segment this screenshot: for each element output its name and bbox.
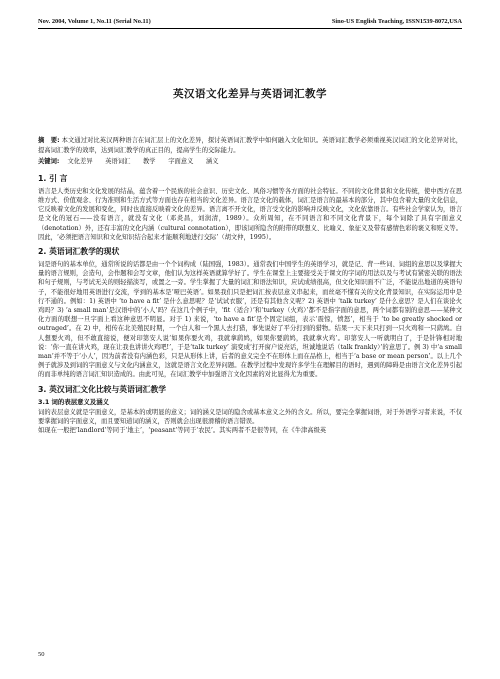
journal-name: Sino-US English Teaching, ISSN1539-8072,USA — [331, 18, 462, 25]
section-heading-intro: 1. 引 言 — [38, 173, 68, 183]
meaning-paragraph-1: 词的表层意义就是字面意义，是基本的或明显的意义；词的涵义是词的隐含或基本意义之外的含义。所以，要完全掌握词语，对于外语学习者来说，不仅要掌握词的字面意义，而且要知道词的涵义，否则就会出现很滑稽的语言错误。 — [38, 408, 462, 425]
article-body — [38, 136, 462, 435]
meaning-paragraph-2: 如现在一般把‘landlord’等同于‘地主’，‘peasant’等同于‘农民’。其实两者不是很等同，在《牛津高级英 — [38, 427, 327, 435]
article-title: 英汉语文化差异与英语词汇教学 — [173, 88, 327, 100]
keywords-text: 文化差异 英语词汇 教学 字面意义 涵义 — [67, 158, 219, 166]
abstract — [38, 136, 462, 155]
subsection-heading-meaning: 3.1 词的表层意义及涵义 — [38, 397, 110, 406]
journal-issue: Nov. 2004, Volume 1, No.11 (Serial No.11) — [38, 18, 151, 25]
abstract-text: 本文通过对比英汉两种语言在词汇层上的文化差异，探讨英语词汇教学中如何融入文化知识。英语词汇教学必须重视英汉词汇的文化差异对比，提高词汇教学的效率，达到词汇教学的真正目的，提高学生的交际能力。 — [38, 137, 462, 154]
keywords — [38, 157, 462, 167]
running-header — [38, 18, 462, 29]
status-paragraph: 词是语句的基本单位，通常所说的话都是由一个个词构成（陆国强，1983）。通常我们中国学生的英语学习，就是记、背一些词、词组的意思以及掌握大量的语言规则，会造句，会作题和会写文章，他们认为这样英语就算学好了。学生在课堂上主要接受关于课文的字词的用法以及与考试有紧密关联的语法和句子规则，与考试无关的则轻描淡写，或置之一旁。学生掌握了大量的词汇和语法知识，应试成绩很高，但文化知识面不广泛，不能说出地道的英语句子，不能很好地用英语进行交流，学到的基本是‘哑巴英语’。如果我们只是把词汇按表层意义串起来，而丝毫不懂有关的文化背景知识，在实际运用中是行不通的。例如：1) 英语中 ‘to have a fit’ 是什么意思呢？是‘试试衣服’，还是有其他含义呢？2) 英语中 ‘talk turkey’ 是什么意思？是人们在谈论火鸡吗？3) ‘a small man’是汉语中的‘小人’吗？在这几个例子中，‘fit（适合）’和‘turkey（火鸡）’都不是指字面的意思，两个词都有别的意思——某种文化方面的联想一旦字面上看这种意思不明显。对于 1) 来说，‘to have a fit’是个固定词组，表示‘震惊，愤怒’，相当于 ‘to be greatly shocked or outraged’。在 2) 中，相传在北美殖民时期，一个白人和一个黑人去打猎，事先说好了平分打到的猎物。结果一天下来只打到一只火鸡和一只鹞鸠。白人想要火鸡，但不敢直接说，便对印第安人说‘如果你要火鸡，我就拿鹞鸠，如果你要鹞鸠，我就拿火鸡’。印第安人一听就明白了，于是针锋相对地说：‘你一直在讲火鸡，现在让我也讲讲火鸡吧!’，于是‘talk turkey’ 演变成‘打开窗户说亮话，坦诚地说话（talk frankly）’的意思了。例 3) 中‘a small man’并不等于‘小人’，因为前者没有内涵色彩，只是从形体上讲，后者的意义完全不在形体上而在品格上，相当于‘a base or mean person’。以上几个例子就涉及到词的字面意义与文化内涵意义，这就是语言文化差异问题。在教学过程中发现许多学生在理解目的语时，遇到的障碍是由语言文化差异引起的而非单纯的语言词汇知识造成的。由此可见，在词汇教学中加强语言文化因素的对比显得尤为重要。 — [38, 261, 462, 379]
intro-paragraph: 语言是人类历史和文化发展的结晶，蕴含着一个民族的社会意识、历史文化、风俗习惯等各方面的社会特征。不同的文化背景和文化传统，使中西方在思维方式、价值观念、行为准则和生活方式等方面也存在相当的文化差异。语言是文化的载体，词汇是语言的最基本的部分，其中包含着大量的文化信息，它反映着文化的发展和变化，同时也直接反映着文化的差异。语言离不开文化，语言受文化的影响并反映文化，文化依靠语言。有些社会学家认为，语言是文化的冠石——没有语言，就没有文化（邓炎昌，刘润清，1989）。众所周知，在不同语言和不同文化背景下，每个词除了具有字面意义（denotation）外，还有丰富的文化内涵（cultural connotation），即该词所隐含的附带的联想义、比喻义、象征义及带有感情色彩的褒义和贬义等。因此，‘必须把语言知识和文化知识结合起来才能顺利地进行交际’（胡文仲，1995）。 — [38, 187, 462, 241]
section-heading-comparison: 3. 英汉词汇文化比较与英语词汇教学 — [38, 384, 167, 394]
keywords-label: 关键词: — [38, 158, 60, 166]
page-number: 50 — [38, 651, 45, 658]
section-heading-status: 2. 英语词汇教学的现状 — [38, 247, 120, 256]
abstract-label: 摘 要: — [38, 137, 60, 144]
